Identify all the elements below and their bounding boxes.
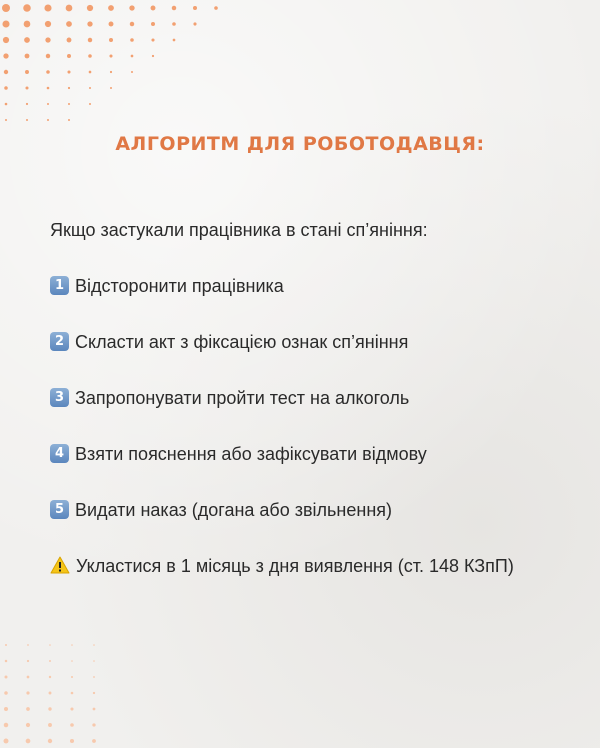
warning-icon [50, 556, 70, 574]
step-text: Скласти акт з фіксацією ознак сп’яніння [75, 332, 409, 352]
step-text: Видати наказ (догана або звільнення) [75, 500, 393, 520]
intro-text: Якщо застукали працівника в стані сп’яніння: [50, 220, 428, 240]
number-badge-icon: 4 [50, 444, 69, 463]
warning-text: Укластися в 1 місяць з дня виявлення (ст. 148 КЗпП) [76, 556, 514, 576]
number-badge-icon: 3 [50, 388, 69, 407]
step-1 [50, 273, 570, 299]
step-text: Запропонувати пройти тест на алкоголь [75, 388, 410, 408]
step-3 [50, 385, 570, 411]
step-text: Взяти пояснення або зафіксувати відмову [75, 444, 427, 464]
step-2 [50, 329, 570, 355]
step-5 [50, 497, 570, 523]
number-badge-icon: 1 [50, 276, 69, 295]
number-badge-icon: 5 [50, 500, 69, 519]
warning-note [50, 553, 570, 579]
step-text: Відсторонити працівника [75, 276, 284, 296]
content [50, 217, 570, 579]
page-title: АЛГОРИТМ ДЛЯ РОБОТОДАВЦЯ: [115, 133, 485, 155]
number-badge-icon: 2 [50, 332, 69, 351]
step-4 [50, 441, 570, 467]
